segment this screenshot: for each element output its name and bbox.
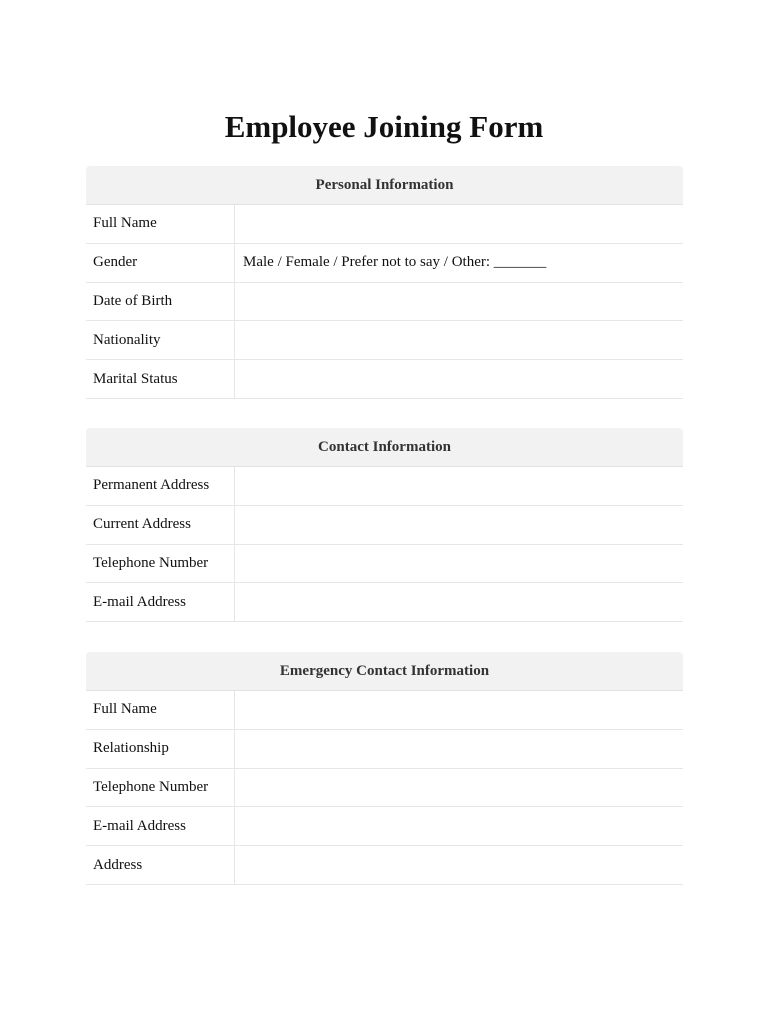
table-row (86, 807, 683, 846)
section-personal-information (86, 166, 683, 399)
table-row (86, 506, 683, 545)
section-heading: Emergency Contact Information (86, 652, 683, 691)
emergency-address-field[interactable] (235, 846, 683, 884)
emergency-email-address-field[interactable] (235, 807, 683, 845)
table-row (86, 467, 683, 506)
telephone-number-field[interactable] (235, 545, 683, 583)
section-heading: Personal Information (86, 166, 683, 205)
field-label: Telephone Number (86, 545, 235, 583)
table-row (86, 769, 683, 808)
nationality-field[interactable] (235, 321, 683, 359)
table-row (86, 545, 683, 584)
field-label: Gender (86, 244, 235, 282)
email-address-field[interactable] (235, 583, 683, 621)
gender-field[interactable]: Male / Female / Prefer not to say / Other: _______ (243, 254, 547, 271)
date-of-birth-field[interactable] (235, 283, 683, 321)
field-label: Marital Status (86, 360, 235, 398)
section-emergency-contact-information (86, 652, 683, 885)
field-label: Date of Birth (86, 283, 235, 321)
table-row (86, 360, 683, 399)
field-label: Relationship (86, 730, 235, 768)
section-contact-information (86, 428, 683, 622)
page-title: Employee Joining Form (224, 109, 544, 144)
table-row (86, 583, 683, 622)
field-label: E-mail Address (86, 807, 235, 845)
table-row (86, 691, 683, 730)
table-row (86, 846, 683, 885)
marital-status-field[interactable] (235, 360, 683, 398)
field-label: Nationality (86, 321, 235, 359)
section-heading: Contact Information (86, 428, 683, 467)
table-row (86, 283, 683, 322)
field-label: Current Address (86, 506, 235, 544)
current-address-field[interactable] (235, 506, 683, 544)
field-label: Address (86, 846, 235, 884)
table-row (86, 244, 683, 283)
field-label: Full Name (86, 205, 235, 243)
table-row (86, 730, 683, 769)
emergency-telephone-number-field[interactable] (235, 769, 683, 807)
table-row (86, 321, 683, 360)
table-row (86, 205, 683, 244)
field-label: Full Name (86, 691, 235, 729)
field-label: E-mail Address (86, 583, 235, 621)
relationship-field[interactable] (235, 730, 683, 768)
full-name-field[interactable] (235, 205, 683, 243)
field-label: Telephone Number (86, 769, 235, 807)
permanent-address-field[interactable] (235, 467, 683, 505)
emergency-full-name-field[interactable] (235, 691, 683, 729)
field-label: Permanent Address (86, 467, 235, 505)
